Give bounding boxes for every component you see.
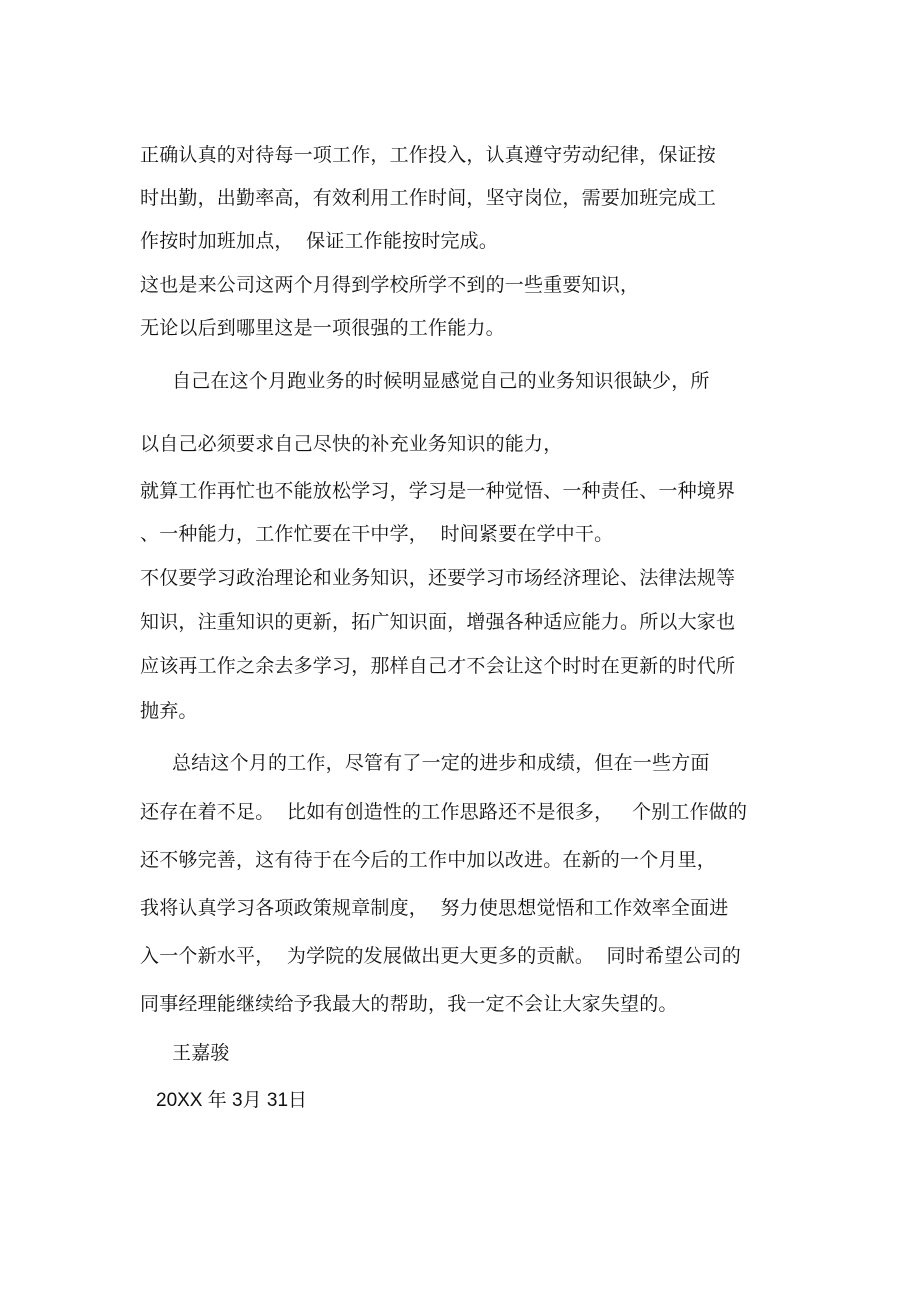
signature: 王嘉骏	[172, 1042, 230, 1064]
text-line: 我将认真学习各项政策规章制度， 努力使思想觉悟和工作效率全面进	[140, 897, 729, 919]
text-line: 正确认真的对待每一项工作，工作投入，认真遵守劳动纪律，保证按	[140, 144, 717, 166]
text-line: 应该再工作之余去多学习，那样自己才不会让这个时时在更新的时代所	[140, 655, 736, 677]
text-line: 以自己必须要求自己尽快的补充业务知识的能力，	[140, 433, 563, 455]
text-line: 还不够完善，这有待于在今后的工作中加以改进。在新的一个月里，	[140, 849, 717, 871]
text-line: 作按时加班加点， 保证工作能按时完成。	[140, 230, 499, 252]
text-line: 抛弃。	[140, 700, 198, 722]
text-line: 知识，注重知识的更新，拓广知识面，增强各种适应能力。所以大家也	[140, 611, 736, 633]
text-line: 自己在这个月跑业务的时候明显感觉自己的业务知识很缺少，所	[172, 370, 710, 392]
document-date: 20XX 年 3月 31日	[156, 1090, 308, 1111]
text-line: 入一个新水平， 为学院的发展做出更大更多的贡献。 同时希望公司的	[140, 945, 741, 967]
text-line: 就算工作再忙也不能放松学习，学习是一种觉悟、一种责任、一种境界	[140, 480, 736, 502]
text-line: 时出勤，出勤率高，有效利用工作时间，坚守岗位，需要加班完成工	[140, 187, 717, 209]
text-line: 总结这个月的工作，尽管有了一定的进步和成绩，但在一些方面	[172, 752, 710, 774]
text-line: 、一种能力，工作忙要在干中学， 时间紧要在学中干。	[140, 523, 614, 545]
text-line: 这也是来公司这两个月得到学校所学不到的一些重要知识，	[140, 274, 640, 296]
text-line: 同事经理能继续给予我最大的帮助，我一定不会让大家失望的。	[140, 993, 678, 1015]
text-line: 还存在着不足。 比如有创造性的工作思路还不是很多， 个别工作做的	[140, 801, 748, 823]
text-line: 不仅要学习政治理论和业务知识，还要学习市场经济理论、法律法规等	[140, 567, 736, 589]
text-line: 无论以后到哪里这是一项很强的工作能力。	[140, 317, 505, 339]
